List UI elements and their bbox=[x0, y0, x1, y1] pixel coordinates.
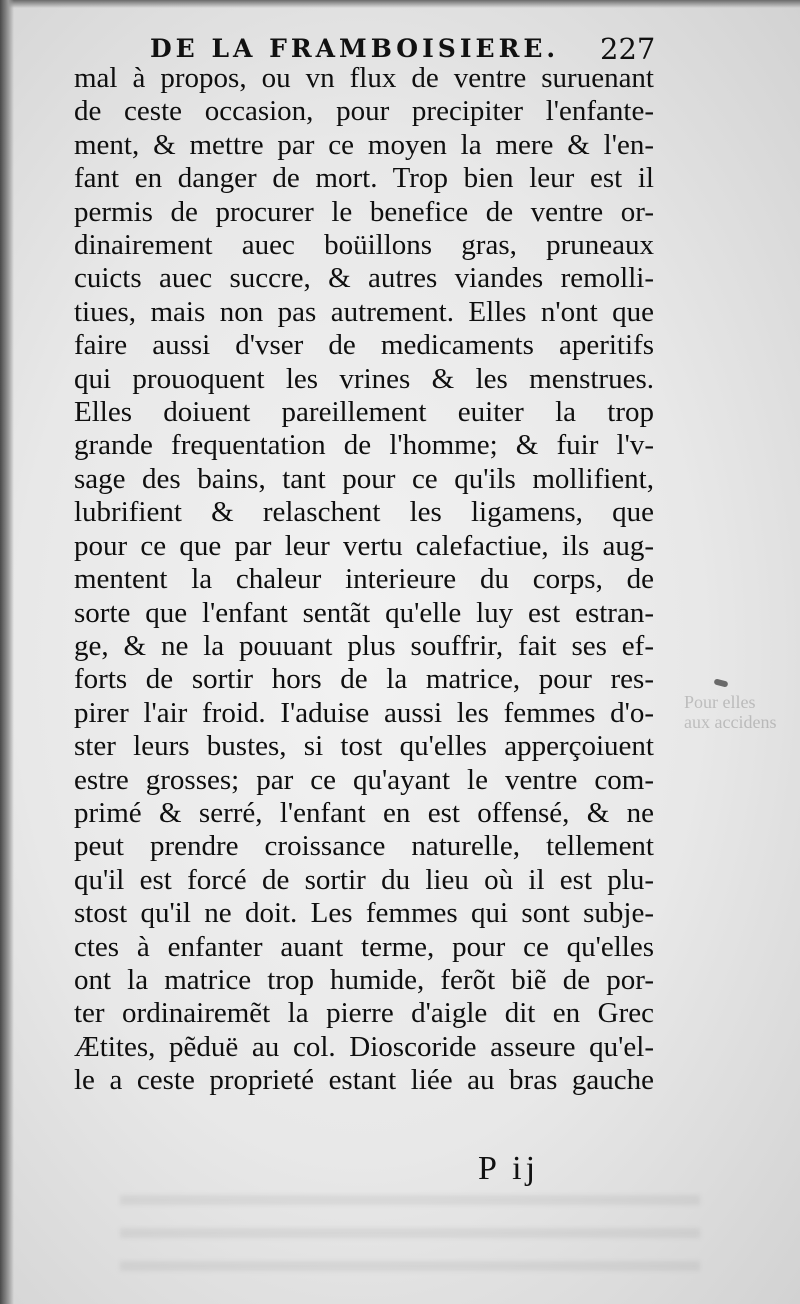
text-line: cuicts auec succre, & autres viandes remolli- bbox=[74, 262, 654, 295]
text-line: mal à propos, ou vn flux de ventre suruenant bbox=[74, 62, 654, 94]
text-line: tiues, mais non pas autrement. Elles n'ont que bbox=[74, 295, 654, 328]
margin-note-line: Pour elles bbox=[684, 692, 756, 712]
text-line: peut prendre croissance naturelle, tellement bbox=[74, 830, 654, 863]
text-line: ment, & mettre par ce moyen la mere & l'en- bbox=[74, 128, 654, 161]
bleed-through-text bbox=[120, 1195, 700, 1285]
text-line: Elles doiuent pareillement euiter la trop bbox=[74, 396, 654, 429]
text-line: sorte que l'enfant sentãt qu'elle luy est estran- bbox=[74, 596, 654, 629]
text-line: sage des bains, tant pour ce qu'ils mollifient, bbox=[74, 462, 654, 495]
binding-gutter-shadow bbox=[0, 0, 14, 1304]
text-line: le a ceste proprieté estant liée au bras gauche bbox=[74, 1064, 654, 1097]
text-line: faire aussi d'vser de medicaments aperitifs bbox=[74, 329, 654, 362]
text-line: Ætites, pẽduë au col. Dioscoride asseure qu'el- bbox=[74, 1030, 654, 1063]
text-line: grande frequentation de l'homme; & fuir l'v- bbox=[74, 429, 654, 462]
text-line: qui prouoquent les vrines & les menstrues. bbox=[74, 362, 654, 395]
text-line: fant en danger de mort. Trop bien leur est il bbox=[74, 162, 654, 195]
text-line: mentent la chaleur interieure du corps, de bbox=[74, 563, 654, 596]
text-line: qu'il est forcé de sortir du lieu où il est plu- bbox=[74, 863, 654, 896]
text-line: permis de procurer le benefice de ventre or- bbox=[74, 195, 654, 228]
text-line: primé & serré, l'enfant en est offensé, & ne bbox=[74, 796, 654, 829]
ink-mark bbox=[713, 678, 728, 687]
page-top-edge bbox=[0, 0, 800, 8]
text-line: estre grosses; par ce qu'ayant le ventre com- bbox=[74, 763, 654, 796]
text-line: de ceste occasion, pour precipiter l'enfante- bbox=[74, 95, 654, 128]
text-line: ont la matrice trop humide, ferõt biẽ de por- bbox=[74, 963, 654, 996]
margin-note bbox=[684, 672, 794, 752]
text-line: ctes à enfanter auant terme, pour ce qu'elles bbox=[74, 930, 654, 963]
text-line: ster leurs bustes, si tost qu'elles apperçoiuent bbox=[74, 730, 654, 763]
text-line: pour ce que par leur vertu calefactiue, ils aug- bbox=[74, 529, 654, 562]
text-line: stost qu'il ne doit. Les femmes qui sont subje- bbox=[74, 897, 654, 930]
text-line: ge, & ne la pouuant plus souffrir, fait ses ef- bbox=[74, 629, 654, 662]
text-line: dinairement auec boüillons gras, pruneaux bbox=[74, 229, 654, 262]
margin-note-line: aux accidens bbox=[684, 712, 777, 732]
text-line: ter ordinairemẽt la pierre d'aigle dit en Grec bbox=[74, 997, 654, 1030]
signature-mark: P ij bbox=[478, 1150, 540, 1187]
body-text bbox=[74, 62, 654, 1098]
page-number: 227 bbox=[600, 32, 656, 66]
text-line: pirer l'air froid. I'aduise aussi les femmes d'o- bbox=[74, 696, 654, 729]
text-line: lubrifient & relaschent les ligamens, que bbox=[74, 496, 654, 529]
text-line: forts de sortir hors de la matrice, pour res- bbox=[74, 663, 654, 696]
running-head-title: DE LA FRAMBOISIERE. bbox=[150, 34, 560, 63]
